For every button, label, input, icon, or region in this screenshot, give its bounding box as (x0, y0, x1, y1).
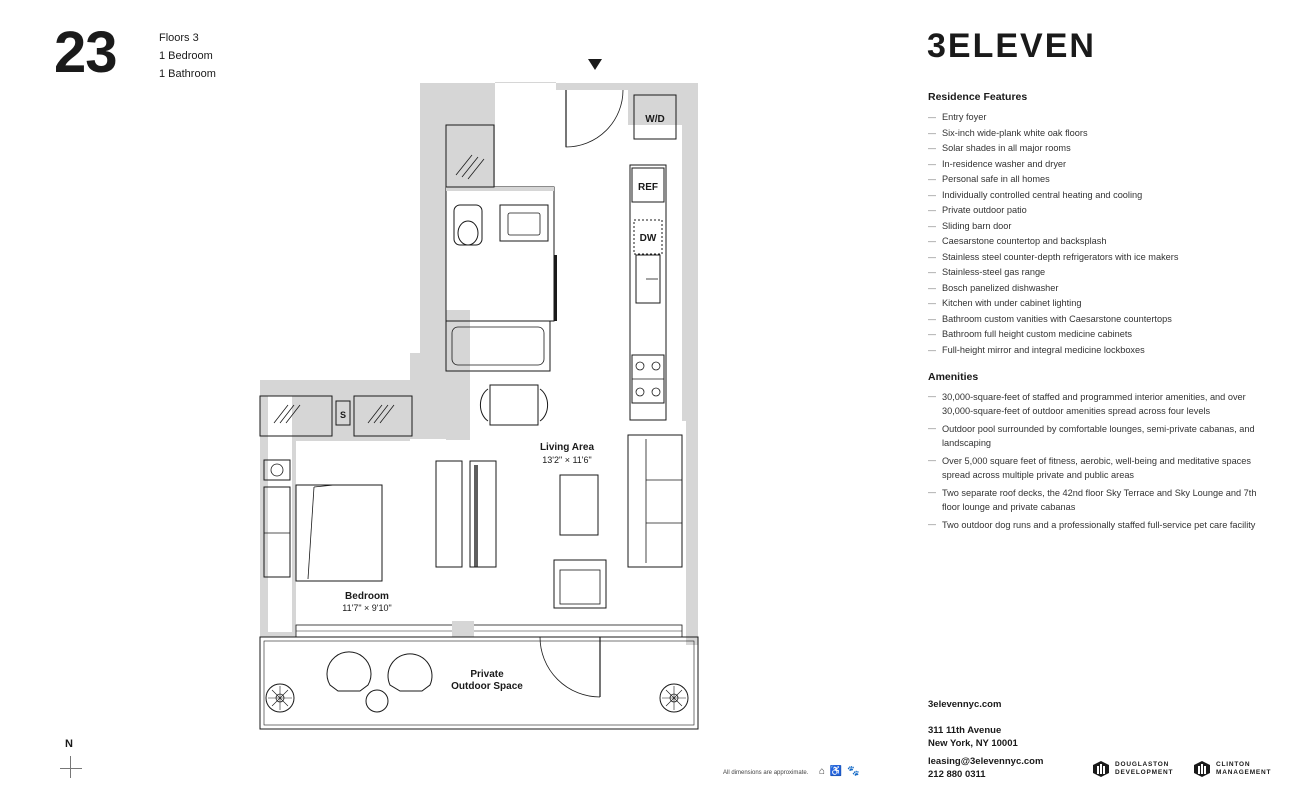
unit-floors: Floors 3 (159, 32, 199, 44)
address (928, 725, 1018, 750)
bedroom-label: Bedroom (345, 591, 389, 602)
douglaston-line2: DEVELOPMENT (1115, 769, 1174, 776)
dishwasher-label: DW (639, 233, 657, 244)
contact-info (928, 756, 1043, 781)
feature-item: — Full-height mirror and integral medicine lockboxes (928, 343, 1268, 359)
feature-item: — Bathroom custom vanities with Caesarstone countertops (928, 312, 1268, 328)
phone-number: 212 880 0311 (928, 768, 986, 780)
feature-item: — In-residence washer and dryer (928, 157, 1268, 173)
living-area-label: Living Area (539, 442, 595, 453)
residence-features-title: Residence Features (928, 91, 1028, 103)
clinton-line1: CLINTON (1216, 761, 1251, 768)
amenity-item: — Outdoor pool surrounded by comfortable lounges, semi-private cabanas, and landscaping (928, 422, 1268, 450)
compass-vertical-line (70, 756, 71, 778)
feature-item: — Kitchen with under cabinet lighting (928, 296, 1268, 312)
feature-item: — Stainless-steel gas range (928, 265, 1268, 281)
plant-left-icon (266, 684, 294, 712)
feature-item: — Sliding barn door (928, 219, 1268, 235)
compass-horizontal-line (60, 768, 82, 769)
feature-item: — Bosch panelized dishwasher (928, 281, 1268, 297)
feature-item: — Entry foyer (928, 110, 1268, 126)
bedroom-dimensions: 11'7" × 9'10" (342, 603, 392, 613)
clinton-line2: MANAGEMENT (1216, 769, 1272, 776)
amenity-item: — 30,000-square-feet of staffed and programmed interior amenities, and over 30,000-square-feet of outdoor amenities spread across four levels (928, 390, 1268, 418)
feature-item: — Individually controlled central heating and cooling (928, 188, 1268, 204)
website-link[interactable]: 3elevennyc.com (928, 699, 1002, 710)
unit-bathrooms: 1 Bathroom (159, 68, 216, 80)
plant-right-icon (660, 684, 688, 712)
north-label: N (65, 738, 73, 750)
safe-label: S (339, 410, 347, 420)
pet-paw-icon: 🐾 (847, 766, 861, 777)
douglaston-line1: DOUGLASTON (1115, 761, 1170, 768)
feature-item: — Six-inch wide-plank white oak floors (928, 126, 1268, 142)
floor-plan-drawing (250, 55, 710, 735)
email-link[interactable]: leasing@3elevennyc.com (928, 756, 1044, 767)
floor-plan (250, 55, 710, 735)
entry-arrow (588, 59, 602, 70)
unit-info (159, 29, 216, 83)
feature-item: — Stainless steel counter-depth refrigerators with ice makers (928, 250, 1268, 266)
living-area-dimensions: 13'2" × 11'6" (542, 455, 592, 465)
clinton-mark-icon (1193, 760, 1211, 778)
unit-number: 23 (54, 20, 117, 85)
feature-item: — Personal safe in all homes (928, 172, 1268, 188)
refrigerator-label: REF (638, 182, 658, 193)
unit-bedrooms: 1 Bedroom (159, 50, 213, 62)
amenity-item: — Over 5,000 square feet of fitness, aerobic, well-being and meditative spaces spread across multiple private and public areas (928, 454, 1268, 482)
residence-features-list (928, 110, 1268, 358)
feature-item: — Private outdoor patio (928, 203, 1268, 219)
disclaimer: All dimensions are approximate. (723, 770, 809, 776)
outdoor-label-line1: Private (470, 669, 504, 680)
feature-item: — Caesarstone countertop and backsplash (928, 234, 1268, 250)
amenities-title: Amenities (928, 371, 979, 383)
amenity-item: — Two outdoor dog runs and a professionally staffed full-service pet care facility (928, 518, 1268, 532)
clinton-logo (1193, 760, 1271, 778)
amenities-list (928, 390, 1268, 536)
wheelchair-icon: ♿ (829, 766, 844, 777)
amenity-item: — Two separate roof decks, the 42nd floor Sky Terrace and Sky Lounge and 7th floor lounge and private cabanas (928, 486, 1268, 514)
brand-logo: 3ELEVEN (927, 27, 1096, 65)
address-line2: New York, NY 10001 (928, 737, 1018, 749)
equal-housing-icon: ⌂ (819, 766, 827, 777)
washer-dryer-label: W/D (645, 114, 665, 125)
feature-item: — Solar shades in all major rooms (928, 141, 1268, 157)
north-compass (60, 738, 82, 782)
feature-item: — Bathroom full height custom medicine cabinets (928, 327, 1268, 343)
accessibility-icons (819, 766, 861, 777)
douglaston-mark-icon (1092, 760, 1110, 778)
address-line1: 311 11th Avenue (928, 725, 1002, 736)
outdoor-label-line2: Outdoor Space (451, 681, 523, 692)
douglaston-logo (1092, 760, 1173, 778)
